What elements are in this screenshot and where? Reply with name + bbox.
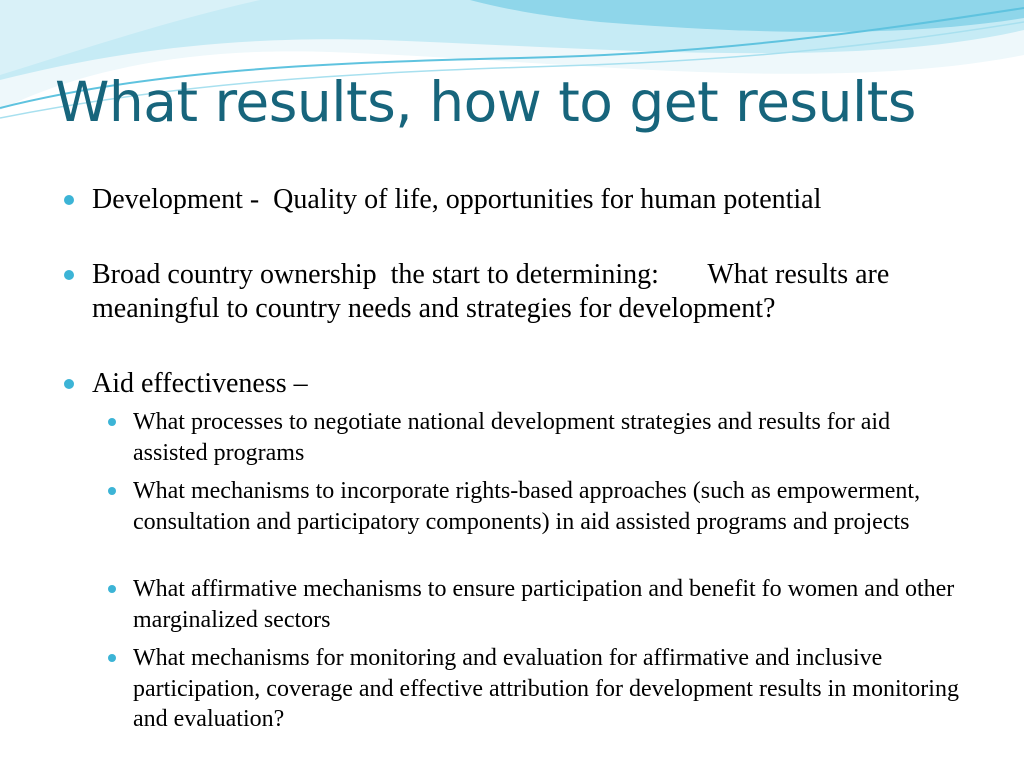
sub-bullet-text: What mechanisms for monitoring and evaluation for affirmative and inclusive participation, coverage and effective attribution for development results in monitoring and evaluation? bbox=[133, 645, 965, 732]
bullet-dot-icon bbox=[64, 195, 74, 205]
bullet-development bbox=[92, 183, 912, 217]
bullet-dot-icon bbox=[64, 379, 74, 389]
sub-bullet-text: What mechanisms to incorporate rights-based approaches (such as empowerment, consultation and participatory components) in aid assisted programs and projects bbox=[133, 478, 927, 535]
sub-bullet-dot-icon bbox=[108, 585, 116, 593]
bullet-text: Development - Quality of life, opportunities for human potential bbox=[92, 184, 822, 215]
sub-bullet-dot-icon bbox=[108, 418, 116, 426]
sub-bullet-monitoring-evaluation bbox=[133, 643, 963, 735]
bullet-text: Broad country ownership the start to determining: What results are meaningful to country needs and strategies for development? bbox=[92, 259, 897, 324]
bullet-broad-country-ownership bbox=[92, 258, 912, 326]
bullet-dot-icon bbox=[64, 270, 74, 280]
sub-bullet-rights-based bbox=[133, 476, 963, 537]
sub-bullet-dot-icon bbox=[108, 654, 116, 662]
sub-bullet-text: What processes to negotiate national development strategies and results for aid assisted programs bbox=[133, 409, 897, 466]
sub-bullet-processes bbox=[133, 407, 963, 468]
slide-title: What results, how to get results bbox=[55, 70, 916, 134]
sub-bullet-dot-icon bbox=[108, 487, 116, 495]
sub-bullet-affirmative-mechanisms bbox=[133, 574, 963, 635]
bullet-aid-effectiveness bbox=[92, 367, 912, 401]
sub-bullet-text: What affirmative mechanisms to ensure participation and benefit fo women and other marginalized sectors bbox=[133, 576, 961, 633]
bullet-text: Aid effectiveness – bbox=[92, 368, 308, 399]
